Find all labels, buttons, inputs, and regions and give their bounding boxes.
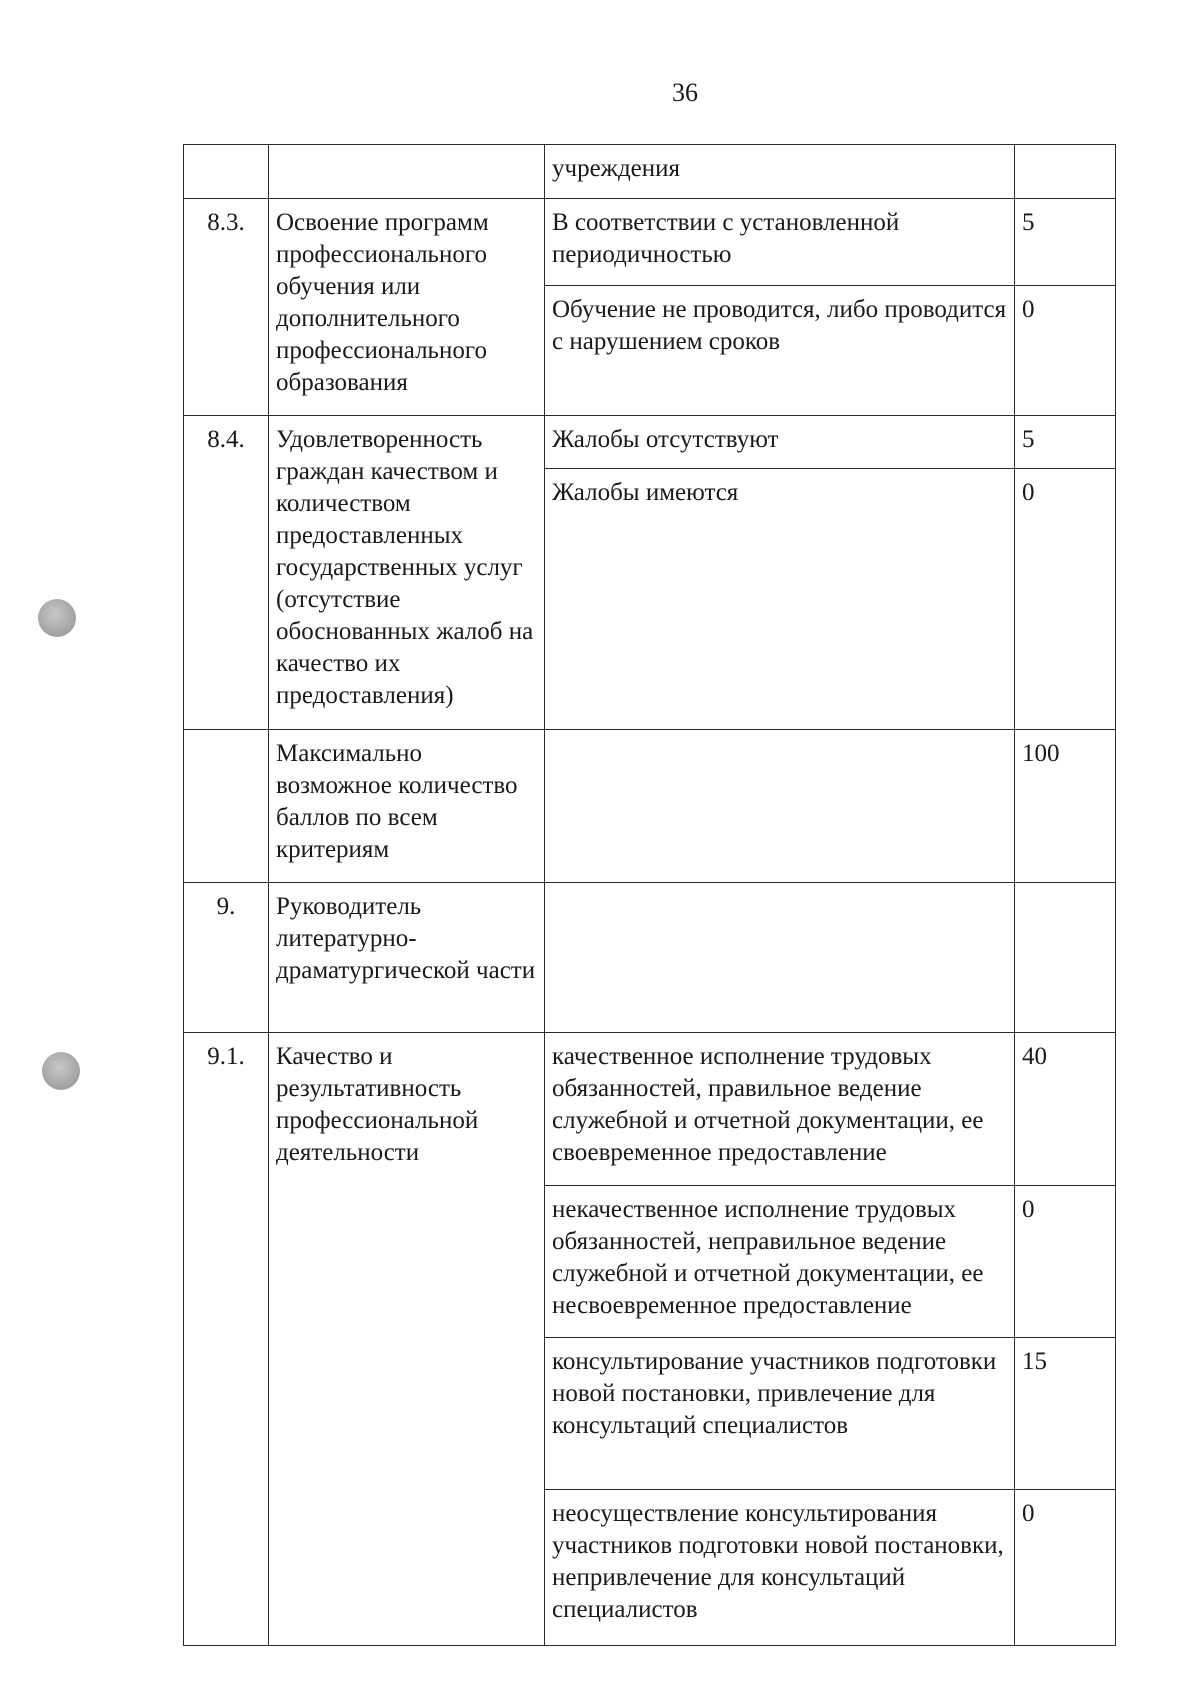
item-number-cell: 9. — [184, 883, 269, 1033]
condition-cell: В соответствии с установленной периодичностью — [545, 199, 1015, 286]
score-cell: 0 — [1015, 1186, 1116, 1338]
punch-hole-mark — [38, 599, 76, 637]
condition-cell — [545, 883, 1015, 1033]
condition-cell: консультирование участников подготовки новой постановки, привлечение для консультаций специалистов — [545, 1338, 1015, 1490]
score-cell — [1015, 145, 1116, 199]
score-cell: 0 — [1015, 286, 1116, 416]
table-row — [184, 199, 1116, 286]
condition-cell: Обучение не проводится, либо проводится с нарушением сроков — [545, 286, 1015, 416]
score-cell — [1015, 883, 1116, 1033]
item-number-cell — [184, 145, 269, 199]
item-number-cell: 9.1. — [184, 1033, 269, 1646]
table-row — [184, 883, 1116, 1033]
table-row — [184, 730, 1116, 883]
score-cell: 15 — [1015, 1338, 1116, 1490]
condition-cell: учреждения — [545, 145, 1015, 199]
item-number-cell: 8.3. — [184, 199, 269, 416]
condition-cell: Жалобы имеются — [545, 469, 1015, 730]
score-cell: 40 — [1015, 1033, 1116, 1186]
page-number: 36 — [672, 78, 698, 107]
condition-cell — [545, 730, 1015, 883]
table-row — [184, 1033, 1116, 1186]
criterion-cell: Качество и результативность профессиональной деятельности — [269, 1033, 545, 1646]
criterion-cell: Руководитель литературно-драматургической части — [269, 883, 545, 1033]
criterion-cell: Удовлетворенность граждан качеством и количеством предоставленных государственных услуг (отсутствие обоснованных жалоб на качество их предоставления) — [269, 416, 545, 730]
score-cell: 100 — [1015, 730, 1116, 883]
item-number-cell: 8.4. — [184, 416, 269, 730]
score-cell: 0 — [1015, 469, 1116, 730]
criteria-table — [183, 144, 1116, 1646]
condition-cell: Жалобы отсутствуют — [545, 416, 1015, 469]
item-number-cell — [184, 730, 269, 883]
punch-hole-mark — [42, 1052, 80, 1090]
criterion-cell — [269, 145, 545, 199]
criterion-cell: Освоение программ профессионального обучения или дополнительного профессионального образования — [269, 199, 545, 416]
condition-cell: качественное исполнение трудовых обязанностей, правильное ведение служебной и отчетной документации, ее своевременное предоставление — [545, 1033, 1015, 1186]
score-cell: 0 — [1015, 1490, 1116, 1646]
criterion-cell: Максимально возможное количество баллов по всем критериям — [269, 730, 545, 883]
score-cell: 5 — [1015, 416, 1116, 469]
condition-cell: неосуществление консультирования участников подготовки новой постановки, непривлечение для консультаций специалистов — [545, 1490, 1015, 1646]
condition-cell: некачественное исполнение трудовых обязанностей, неправильное ведение служебной и отчетной документации, ее несвоевременное предоставление — [545, 1186, 1015, 1338]
table-row — [184, 416, 1116, 469]
score-cell: 5 — [1015, 199, 1116, 286]
table-row — [184, 145, 1116, 199]
